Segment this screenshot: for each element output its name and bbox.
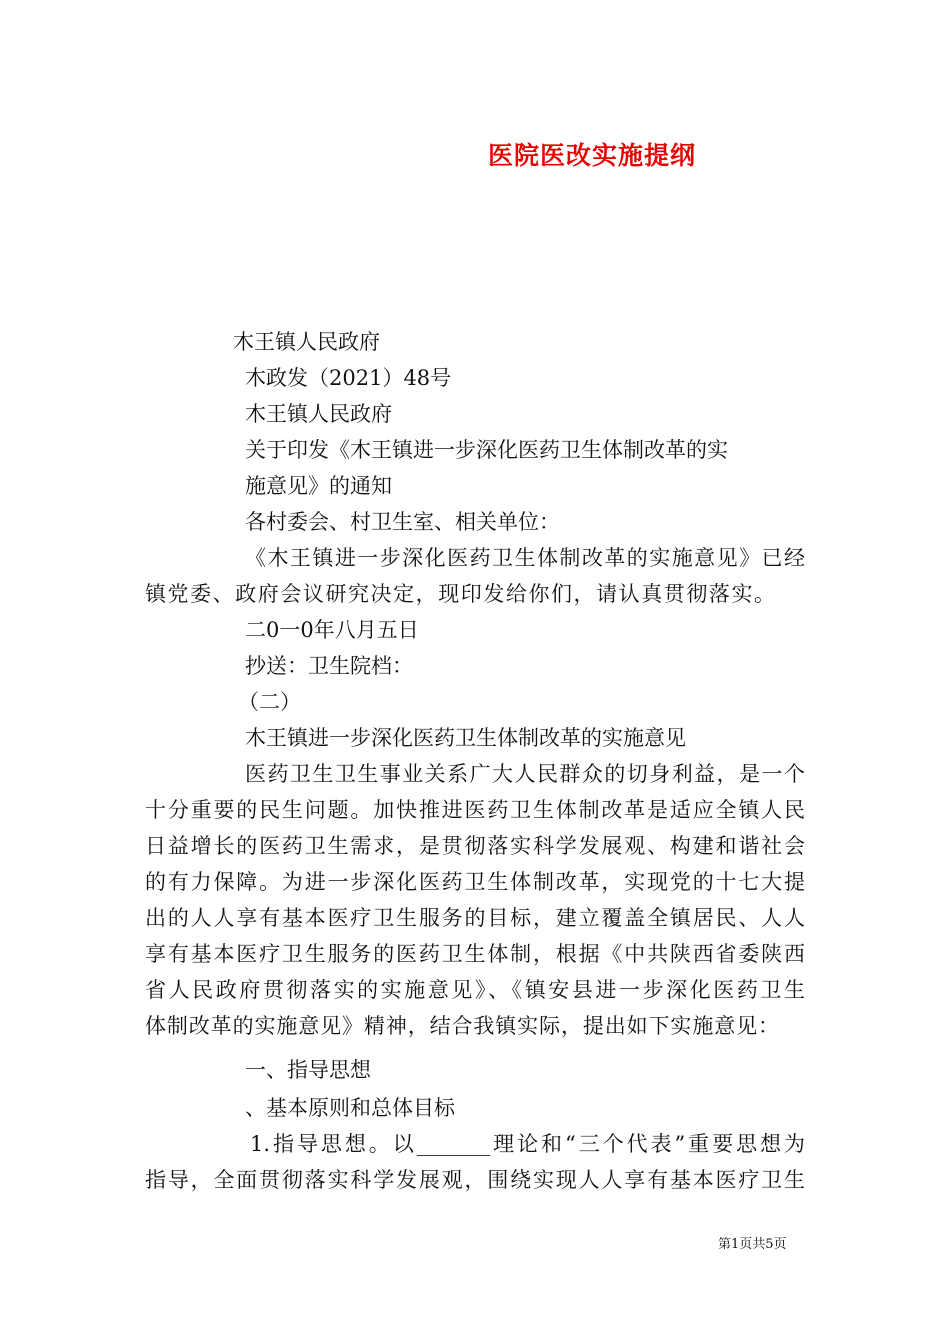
body-line: 医药卫生卫生事业关系广大人民群众的切身利益，是一个 xyxy=(245,762,805,786)
body-line: 施意见》的通知 xyxy=(245,474,392,498)
body-line: 的有力保障。为进一步深化医药卫生体制改革，实现党的十七大提 xyxy=(145,870,805,894)
body-line: 体制改革的实施意见》精神，结合我镇实际，提出如下实施意见： xyxy=(145,1014,779,1038)
body-line: （二） xyxy=(238,690,301,714)
body-line: 关于印发《木王镇进一步深化医药卫生体制改革的实 xyxy=(245,438,728,462)
page-footer: 第1页共5页 xyxy=(718,1237,787,1252)
body-line: 、基本原则和总体目标 xyxy=(245,1096,455,1120)
body-line: 各村委会、村卫生室、相关单位： xyxy=(245,510,560,534)
body-line: 木王镇人民政府 xyxy=(245,402,392,426)
body-line: 省人民政府贯彻落实的实施意见》、《镇安县进一步深化医药卫生 xyxy=(145,978,805,1002)
body-line: 指导，全面贯彻落实科学发展观，围绕实现人人享有基本医疗卫生 xyxy=(145,1168,805,1192)
body-line: 木政发（2021）48号 xyxy=(245,366,452,390)
body-line: 1.指导思想。以_______理论和“三个代表”重要思想为 xyxy=(250,1132,805,1156)
body-line: 《木王镇进一步深化医药卫生体制改革的实施意见》已经 xyxy=(245,546,805,570)
body-line: 木王镇人民政府 xyxy=(233,330,380,354)
section-heading: 一、指导思想 xyxy=(245,1058,371,1082)
body-line: 享有基本医疗卫生服务的医药卫生体制，根据《中共陕西省委陕西 xyxy=(145,942,805,966)
body-line: 镇党委、政府会议研究决定，现印发给你们，请认真贯彻落实。 xyxy=(145,582,775,606)
body-line: 日益增长的医药卫生需求，是贯彻落实科学发展观、构建和谐社会 xyxy=(145,834,805,858)
document-title: 医院医改实施提纲 xyxy=(488,141,697,170)
body-line: 抄送：卫生院档： xyxy=(245,654,413,678)
body-line: 出的人人享有基本医疗卫生服务的目标，建立覆盖全镇居民、人人 xyxy=(145,906,805,930)
body-line: 木王镇进一步深化医药卫生体制改革的实施意见 xyxy=(245,726,686,750)
body-line: 十分重要的民生问题。加快推进医药卫生体制改革是适应全镇人民 xyxy=(145,798,805,822)
body-line: 二0一0年八月五日 xyxy=(245,618,419,642)
